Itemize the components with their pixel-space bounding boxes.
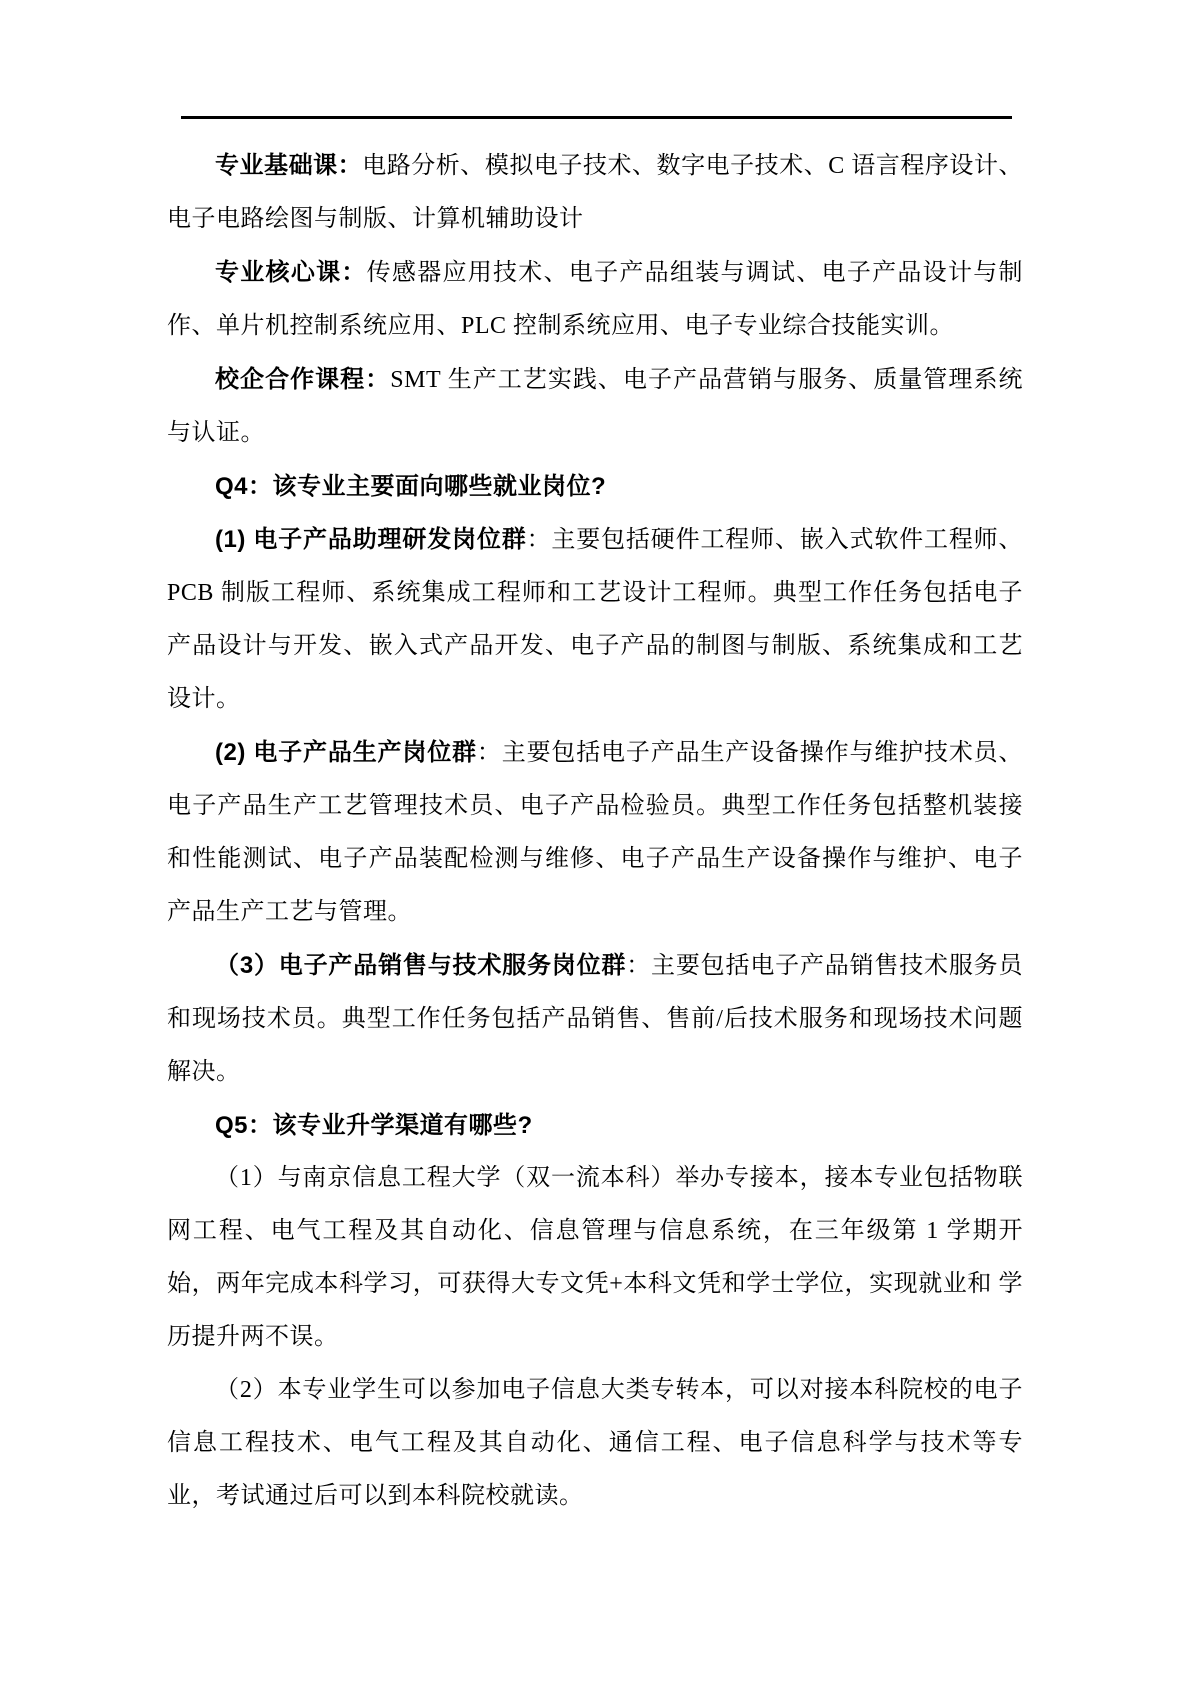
- paragraph: [167, 1364, 1023, 1523]
- text-run: ：主要包括电子产品生产设备操作与维护技术员、电子产品生产工艺管理技术员、电子产品检验员。典型工作任务包括整机装接和性能测试、电子产品装配检测与维修、电子产品生产设备操作与维护、电子产品生产工艺与管理。: [167, 740, 1024, 925]
- text-run: （2）本专业学生可以参加电子信息大类专转本，可以对接本科院校的电子信息工程技术、电气工程及其自动化、通信工程、电子信息科学与技术等专业，考试通过后可以到本科院校就读。: [167, 1377, 1023, 1509]
- bold-run: （3）电子产品销售与技术服务岗位群: [215, 952, 627, 979]
- text-run: 电路分析、模拟电子技术、数字电子技术、C 语言程序设计、电子电路绘图与制版、计算机辅助设计: [167, 153, 1023, 232]
- text-run: SMT 生产工艺实践、电子产品营销与服务、质量管理系统与认证。: [167, 367, 1024, 446]
- question-heading: [167, 1099, 1023, 1152]
- text-run: ：主要包括硬件工程师、嵌入式软件工程师、PCB 制版工程师、系统集成工程师和工艺设计工程师。典型工作任务包括电子产品设计与开发、嵌入式产品开发、电子产品的制图与制版、系统集成和工艺设计。: [167, 527, 1024, 712]
- bold-run: 校企合作课程：: [215, 366, 391, 393]
- header-rule: [181, 116, 1012, 119]
- bold-run: Q4：该专业主要面向哪些就业岗位?: [215, 473, 607, 500]
- paragraph: [167, 139, 1023, 246]
- question-heading: [167, 460, 1023, 513]
- bold-run: (1) 电子产品助理研发岗位群: [215, 526, 527, 553]
- bold-run: (2) 电子产品生产岗位群: [215, 739, 477, 766]
- paragraph: [167, 353, 1023, 460]
- bold-run: 专业核心课：: [215, 259, 367, 286]
- text-run: ：主要包括电子产品销售技术服务员和现场技术员。典型工作任务包括产品销售、售前/后技术服务和现场技术问题解决。: [167, 953, 1023, 1085]
- paragraph: [167, 1152, 1023, 1364]
- paragraph: [167, 246, 1023, 353]
- paragraph: [167, 513, 1023, 726]
- paragraph: [167, 726, 1023, 939]
- text-run: 传感器应用技术、电子产品组装与调试、电子产品设计与制作、单片机控制系统应用、PLC 控制系统应用、电子专业综合技能实训。: [167, 260, 1024, 339]
- text-run: （1）与南京信息工程大学（双一流本科）举办专接本，接本专业包括物联网工程、电气工程及其自动化、信息管理与信息系统，在三年级第 1 学期开始，两年完成本科学习，可获得大专文凭+本科文凭和学士学位，实现就业和 学历提升两不误。: [167, 1165, 1023, 1350]
- document-body: [167, 139, 1023, 1523]
- bold-run: 专业基础课：: [215, 152, 363, 179]
- bold-run: Q5：该专业升学渠道有哪些?: [215, 1112, 533, 1139]
- paragraph: [167, 939, 1023, 1099]
